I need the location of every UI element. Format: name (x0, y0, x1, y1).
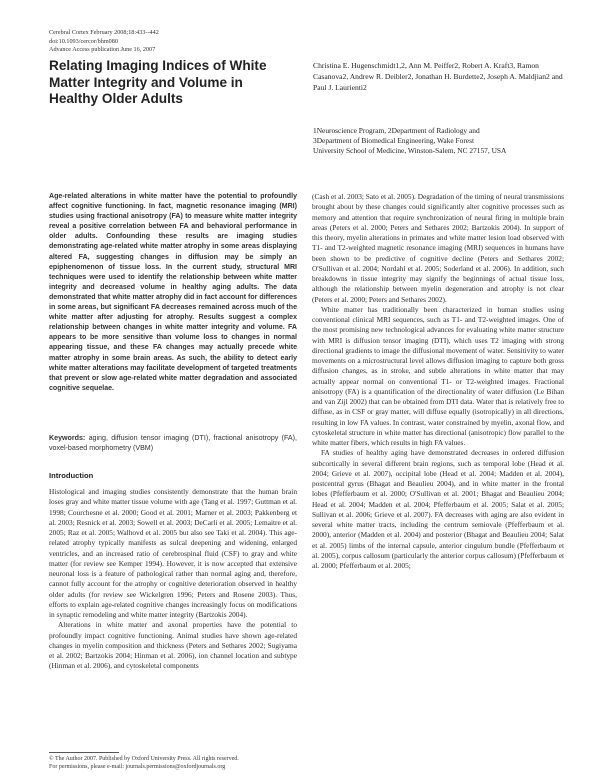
journal-meta (49, 29, 159, 55)
keywords-label: Keywords: (49, 434, 86, 442)
paragraph: FA studies of healthy aging have demonstrated decreases in ordered diffusion subcortically in several different brain regions, such as temporal lobe (Head et al. 2004; Grieve et al. 2007), occipital lobe (Head et al. 2004; Madden et al. 2004), postcentral gyrus (Bhagat and Beaulieu 2004), and in white matter in the frontal lobes (Pfefferbaum et al. 2000; O'Sullivan et al. 2001; Bhagat and Beaulieu 2004; Head et al. 2004; Madden et al. 2004; Pfefferbaum et al. 2005; Salat et al. 2005; Sullivan et al. 2006; Grieve et al. 2007). FA decreases with aging are also evident in several white matter tracts, including the centrum semiovale (Pfefferbaum et al. 2000), anterior (Madden et al. 2004) and posterior (Bhagat and Beaulieu 2004; Salat et al. 2005) limbs of the internal capsule, anterior cingulum bundle (Pfefferbaum et al. 2005), corpus callosum (particularly the anterior corpus callosum) (Pfefferbaum et al. 2000; Pfefferbaum et al. 2005; (312, 448, 564, 570)
paragraph: Histological and imaging studies consistently demonstrate that the human brain loses gray and white matter tissue volume with age (Tang et al. 1997; Guttman et al. 1998; Courchesne et al. 2000; Good et al. 2001; Marner et al. 2003; Pakkenberg et al. 2003; Resnick et al. 2003; Sowell et al. 2003; DeCarli et al. 2005; Lemaitre et al. 2005; Raz et al. 2005; Walhovd et al. 2005 but also see Taki et al. 2004). This age-related atrophy typically manifests as sulcal deepening and widening, enlarged ventricles, and an increased ratio of cerebrospinal fluid (CSF) to gray and white matter (for review see Kemper 1994). However, it is now accepted that extensive neuronal loss is a feature of pathological rather than normal aging and, therefore, cannot fully account for the atrophy or cognitive deterioration observed in healthy older adults (for review see Wickelgren 1996; Peters and Rosene 2003). Thus, efforts to explain age-related cognitive changes increasingly focus on modifications in synaptic remodeling and white matter integrity (Bartzokis 2004). (49, 487, 297, 619)
abstract-text: Age-related alterations in white matter have the potential to profoundly affect cognitive functioning. In fact, magnetic resonance imaging (MRI) studies using fractional anisotropy (FA) to measure white matter integrity reveal a positive correlation between FA and behavioral performance in older adults. Confounding these results are imaging studies demonstrating age-related white matter atrophy in some areas displaying altered FA, suggesting changes in diffusion may be simply an epiphenomenon of tissue loss. In the current study, structural MRI techniques were used to identify the relationship between white matter integrity and decreased volume in healthy aging adults. The data demonstrated that white matter atrophy did in fact account for differences in some areas, but significant FA decreases remained across much of the white matter after adjusting for atrophy. Results suggest a complex relationship between changes in white matter integrity and volume. FA appears to be more sensitive than volume loss to changes in normal appearing tissue, and these FA changes may actually precede white matter atrophy in some brain areas. As such, the ability to detect early white matter alterations may facilitate development of targeted treatments that prevent or slow age-related white matter degradation and associated cognitive sequelae. (49, 193, 297, 392)
doi: doi:10.1093/cercor/bhm080 (49, 37, 118, 45)
paragraph: (Cash et al. 2003; Sato et al. 2005). Degradation of the timing of neural transmissions brought about by these changes could significantly alter cognitive processes such as memory and attention that require synchronization of neural firing in multiple brain areas (Peters et al. 2000; Peters and Sethares 2002; Bartzokis 2004). In support of this theory, myelin alterations in primates and white matter lesion load observed with T1- and T2-weighted magnetic resonance imaging (MRI) sequences in humans have been shown to be predictive of cognitive decline (Peters and Sethares 2002; O'Sullivan et al. 2004; Nordahl et al. 2005; Soderland et al. 2006). In addition, such breakdowns in tissue integrity may signify the beginnings of actual tissue loss, although the relationship between myelin degeneration and atrophy is not clear (Peters et al. 2000; Peters and Sethares 2002). (312, 192, 564, 304)
copyright-footer (49, 755, 239, 771)
paragraph: White matter has traditionally been characterized in human studies using conventional clinical MRI sequences, such as T1- and T2-weighted images. One of the most promising new technological advances for evaluating white matter structure with MRI is diffusion tensor imaging (DTI), which uses T2 imaging with strong directional gradients to image the diffusional movement of water. Sensitivity to water movements on a microstructural level allows diffusion imaging to capture both gross diffusion changes, as in stroke, and subtle alterations in white matter that may actually appear normal on conventional T1- or T2-weighted images. Fractional anisotropy (FA) is a quantification of the directionality of water diffusion (Le Bihan and van Zijl 2002) that can be obtained from DTI data. Water that is relatively free to diffuse, as in CSF or gray matter, will diffuse equally (isotropically) in all directions, resulting in low FA values. In contrast, water constrained by myelin, axonal flow, and cytoskeletal structure in white matter has directional (anisotropic) flow parallel to the white matter fibers, which results in high FA values. (312, 304, 564, 447)
section-heading-introduction: Introduction (49, 471, 94, 480)
affiliations (313, 126, 573, 157)
abstract (49, 192, 297, 394)
affiliation-line: 1Neuroscience Program, 2Department of Radiology and (313, 126, 480, 135)
affiliation-line: 3Department of Biomedical Engineering, Wake Forest (313, 136, 474, 146)
journal-citation: Cerebral Cortex February 2008;18:433--442 (49, 29, 159, 36)
permissions-line: For permissions, please e-mail: journals.permissions@oxfordjournals.org (49, 764, 226, 770)
footer-divider (49, 752, 119, 753)
author-list: Christina E. Hugenschmidt1,2, Ann M. Peiffer2, Robert A. Kraft3, Ramon Casanova2, Andrew R. Deibler2, Jonathan H. Burdette2, Joseph A. Maldjian2 and Paul J. Laurienti2 (313, 61, 563, 92)
introduction-body (49, 487, 297, 672)
keywords (49, 433, 297, 453)
paragraph: Alterations in white matter and axonal properties have the potential to profoundly impact cognitive functioning. Animal studies have shown age-related changes in myelin composition and thickness (Peters and Sethares 2002; Sugiyama et al. 2002; Bartzokis 2004; Hinman et al. 2006), ion channel location and subtype (Hinman et al. 2006), and cytoskeletal components (49, 620, 297, 671)
keywords-text: aging, diffusion tensor imaging (DTI), fractional anisotropy (FA), voxel-based morphometry (VBM) (49, 434, 297, 453)
publication-date: Advance Access publication June 16, 2007 (49, 46, 156, 54)
copyright-line: © The Author 2007. Published by Oxford University Press. All rights reserved. (49, 756, 239, 762)
paper-title: Relating Imaging Indices of White Matter Integrity and Volume in Healthy Older Adults (49, 58, 267, 106)
affiliation-line: University School of Medicine, Winston-Salem, NC 27157, USA (313, 146, 507, 156)
right-column-body (312, 192, 564, 571)
